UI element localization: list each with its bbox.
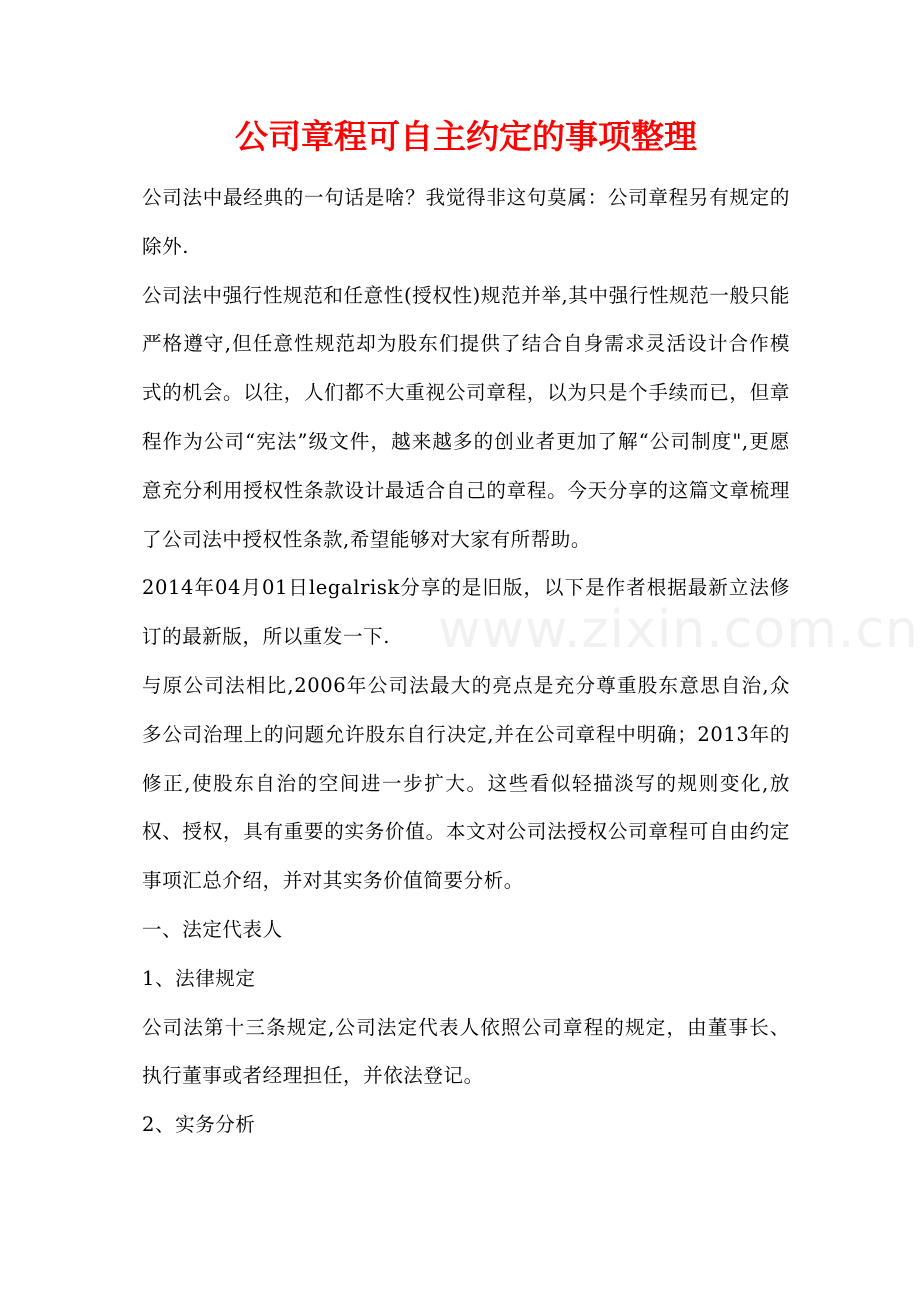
paragraph-article-13: 公司法第十三条规定,公司法定代表人依照公司章程的规定，由董事长、执行董事或者经理担任，并依法登记。 bbox=[142, 1015, 790, 1088]
paragraph-comparison: 与原公司法相比,2006年公司法最大的亮点是充分尊重股东意思自治,众多公司治理上的问题允许股东自行决定,并在公司章程中明确；2013年的修正,使股东自治的空间进一步扩大。这些看似轻描淡写的规则变化,放权、授权，具有重要的实务价值。本文对公司法授权公司章程可自由约定事项汇总介绍，并对其实务价值简要分析。 bbox=[142, 673, 790, 893]
subheading-legal-provisions: 1、法律规定 bbox=[142, 966, 256, 990]
section-heading-legal-representative: 一、法定代表人 bbox=[142, 917, 283, 941]
paragraph-intro: 公司法中最经典的一句话是啥？我觉得非这句莫属：公司章程另有规定的除外. bbox=[142, 186, 790, 258]
subheading-practical-analysis: 2、实务分析 bbox=[142, 1113, 256, 1137]
paragraph-version-note: 2014年04月01日legalrisk分享的是旧版，以下是作者根据最新立法修订的最新版，所以重发一下. bbox=[142, 576, 790, 649]
watermark-text: www.zixin.com.cn bbox=[438, 600, 919, 660]
document-title: 公司章程可自主约定的事项整理 bbox=[235, 117, 697, 156]
paragraph-norms: 公司法中强行性规范和任意性(授权性)规范并举,其中强行性规范一般只能严格遵守,但任意性规范却为股东们提供了结合自身需求灵活设计合作模式的机会。以往，人们都不大重视公司章程，以为只是个手续而已，但章程作为公司“宪法”级文件，越来越多的创业者更加了解“公司制度",更愿意充分利用授权性条款设计最适合自己的章程。今天分享的这篇文章梳理了公司法中授权性条款,希望能够对大家有所帮助。 bbox=[142, 283, 790, 551]
